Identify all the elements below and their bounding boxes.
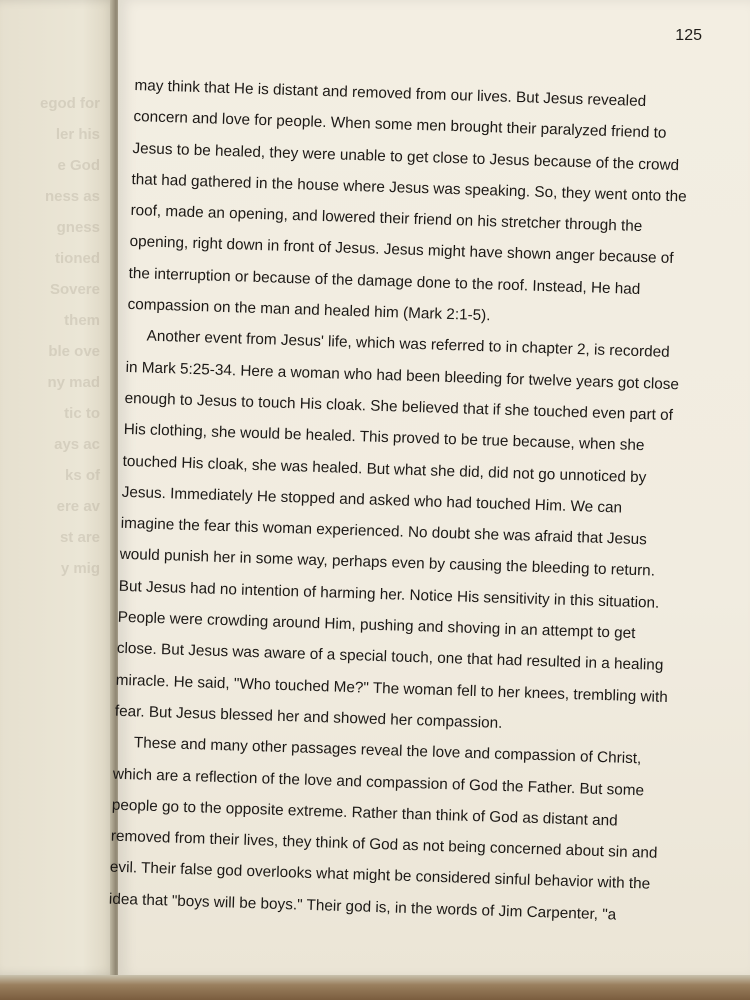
text-line: touched His cloak, she was healed. But what she did, did not go unnoticed by: [122, 452, 647, 486]
left-page-ghost-text: gness: [56, 219, 100, 236]
text-line: These and many other passages reveal the love and compassion of Christ,: [133, 734, 642, 768]
left-page-ghost-text: ness as: [44, 188, 100, 205]
text-line: opening, right down in front of Jesus. Jesus might have shown anger because of: [129, 233, 674, 268]
text-line: close. But Jesus was aware of a special touch, one that had resulted in a healing: [116, 640, 664, 675]
page-number: 125: [675, 27, 702, 44]
text-line: removed from their lives, they think of God as not being concerned about sin and: [110, 827, 658, 862]
text-line: evil. Their false god overlooks what might be considered sinful behavior with the: [109, 859, 651, 894]
text-line: His clothing, she would be healed. This proved to be true because, when she: [123, 421, 645, 455]
text-line: But Jesus had no intention of harming her. Notice His sensitivity in this situation.: [118, 577, 660, 612]
left-page-ghost-text: Sovere: [49, 281, 100, 298]
left-page-ghost-text: ere av: [56, 498, 100, 515]
text-line: would punish her in some way, perhaps even by causing the bleeding to return.: [119, 546, 656, 581]
text-line: Jesus. Immediately He stopped and asked who had touched Him. We can: [121, 483, 623, 517]
left-page-ghost-text: tioned: [55, 250, 100, 267]
text-line: in Mark 5:25-34. Here a woman who had been bleeding for twelve years got close: [125, 358, 680, 393]
page-body-text: [108, 70, 704, 933]
left-page-ghost-text: e God: [57, 157, 100, 174]
text-line: the interruption or because of the damage done to the roof. Instead, He had: [128, 264, 641, 298]
text-line: miracle. He said, "Who touched Me?" The woman fell to her knees, trembling with: [115, 671, 669, 706]
left-page-ghost-text: ks of: [64, 467, 100, 484]
text-line: imagine the fear this woman experienced. No doubt she was afraid that Jesus: [120, 514, 648, 549]
left-page-ghost-text: st are: [59, 529, 100, 546]
page-stack-edge: [0, 975, 750, 1000]
text-line: compassion on the man and healed him (Mark 2:1-5).: [127, 295, 491, 325]
text-line: which are a reflection of the love and compassion of God the Father. But some: [112, 765, 645, 799]
text-line: idea that "boys will be boys." Their god is, in the words of Jim Carpenter, "a: [108, 890, 617, 924]
text-line: concern and love for people. When some men brought their paralyzed friend to: [133, 108, 667, 143]
text-line: Jesus to be healed, they were unable to get close to Jesus because of the crowd: [132, 139, 680, 174]
left-page-ghost-text: egod for: [40, 95, 100, 112]
left-page-ghost-text: ny mad: [47, 374, 100, 391]
text-line: roof, made an opening, and lowered their friend on his stretcher through the: [130, 202, 643, 236]
text-line: may think that He is distant and removed from our lives. But Jesus revealed: [134, 76, 647, 111]
left-page-ghost-text: ays ac: [54, 436, 100, 453]
left-page-ghost-text: ble ove: [48, 343, 100, 360]
text-line: people go to the opposite extreme. Rather than think of God as distant and: [111, 796, 618, 830]
text-line: Another event from Jesus' life, which was referred to in chapter 2, is recorded: [146, 327, 670, 362]
left-page-ghost-text: them: [64, 312, 100, 329]
text-line: that had gathered in the house where Jesus was speaking. So, they went onto the: [131, 170, 687, 206]
left-page-ghost-text: y mig: [60, 560, 100, 577]
left-page-ghost-text: tic to: [64, 405, 100, 422]
text-line: fear. But Jesus blessed her and showed her compassion.: [114, 702, 503, 732]
left-page-ghost-text: ler his: [55, 126, 100, 143]
text-line: People were crowding around Him, pushing and shoving in an attempt to get: [117, 608, 636, 643]
text-line: enough to Jesus to touch His cloak. She believed that if she touched even part of: [124, 389, 674, 425]
left-page: [0, 0, 118, 975]
